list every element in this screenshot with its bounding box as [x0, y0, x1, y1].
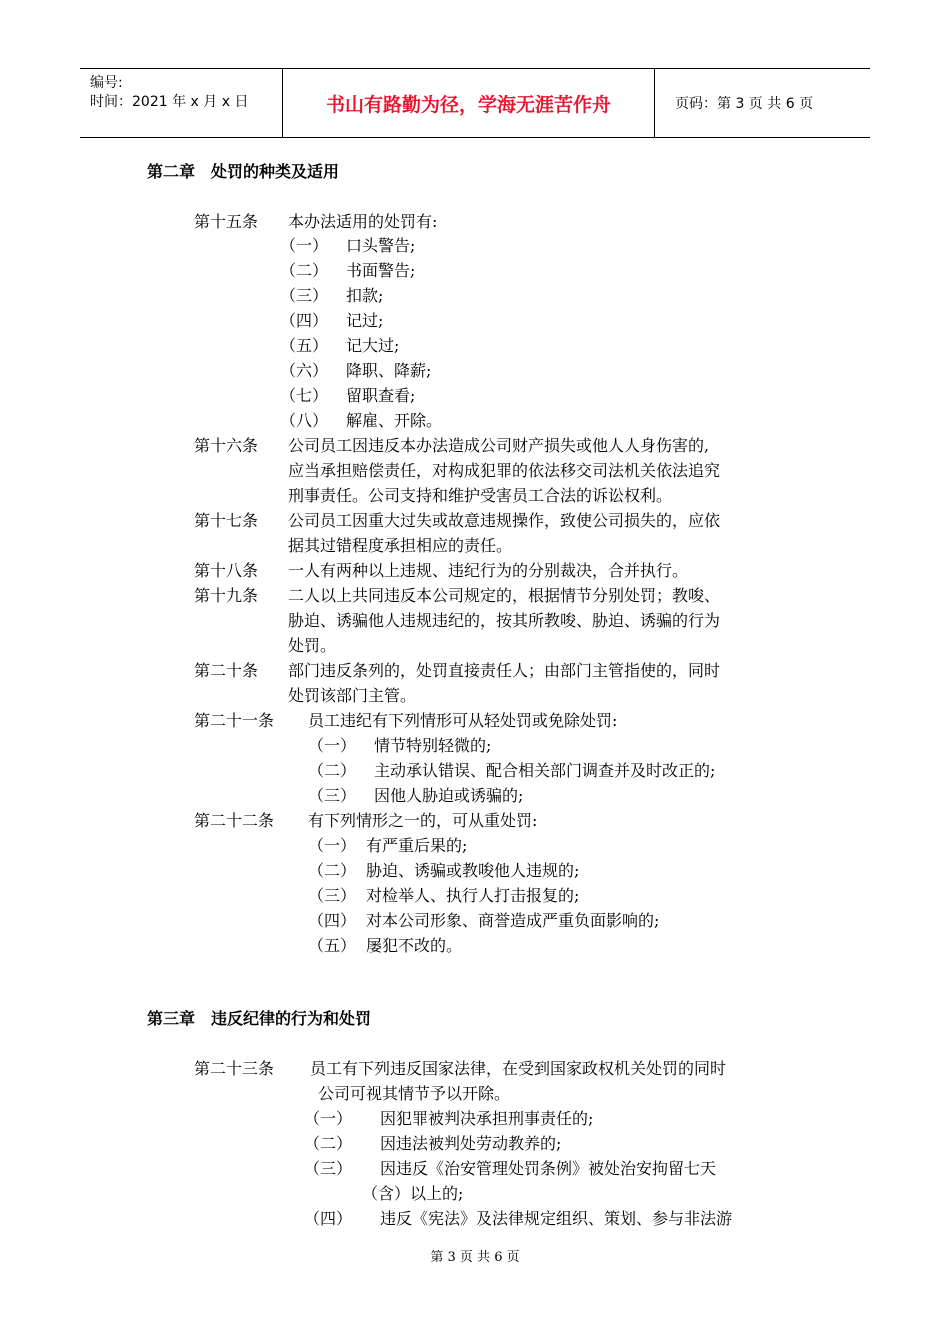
- list-item-number: （七）: [280, 386, 329, 405]
- list-item-number: （四）: [308, 911, 357, 930]
- list-item-text: 解雇、开除。: [346, 411, 443, 430]
- header-meta-cell: [80, 69, 283, 137]
- list-item-number: （一）: [308, 736, 357, 755]
- list-item-text: 扣款;: [346, 286, 384, 305]
- header-motto-cell: [283, 69, 655, 137]
- list-item-text: 记大过;: [346, 336, 400, 355]
- list-item-text: 因违反《治安管理处罚条例》被处治安拘留七天: [380, 1159, 717, 1178]
- article-16-line: 应当承担赔偿责任，对构成犯罪的依法移交司法机关依法追究: [288, 461, 721, 480]
- list-item-text: 主动承认错误、配合相关部门调查并及时改正的;: [374, 761, 716, 780]
- list-item-text: 因违法被判处劳动教养的;: [380, 1134, 562, 1153]
- article-19-line: 胁迫、诱骗他人违规违纪的，按其所教唆、胁迫、诱骗的行为: [288, 611, 721, 630]
- header-page-number: 页码：第 3 页 共 6 页: [675, 96, 814, 112]
- page-footer: 第 3 页 共 6 页: [430, 1250, 520, 1265]
- header-page-cell: [665, 69, 870, 137]
- list-item-text: 胁迫、诱骗或教唆他人违规的;: [366, 861, 580, 880]
- article-19-number: 第十九条: [194, 586, 259, 605]
- article-22-text: 有下列情形之一的，可从重处罚:: [308, 811, 538, 830]
- list-item-text: 违反《宪法》及法律规定组织、策划、参与非法游: [380, 1209, 733, 1228]
- article-17-line: 公司员工因重大过失或故意违规操作，致使公司损失的，应依: [288, 511, 721, 530]
- list-item-number: （二）: [304, 1134, 353, 1153]
- list-item-text: 情节特别轻微的;: [374, 736, 492, 755]
- list-item-text: 口头警告;: [346, 236, 416, 255]
- article-17-line: 据其过错程度承担相应的责任。: [288, 536, 513, 555]
- header-motto: 书山有路勤为径，学海无涯苦作舟: [325, 93, 611, 116]
- article-22-number: 第二十二条: [194, 811, 275, 830]
- article-21-text: 员工违纪有下列情形可从轻处罚或免除处罚:: [308, 711, 618, 730]
- article-15-text: 本办法适用的处罚有:: [288, 212, 438, 231]
- article-23-number: 第二十三条: [194, 1059, 275, 1078]
- article-20-line: 处罚该部门主管。: [288, 686, 417, 705]
- list-item-text: 对本公司形象、商誉造成严重负面影响的;: [366, 911, 660, 930]
- list-item-number: （五）: [308, 936, 357, 955]
- article-18-line: 一人有两种以上违规、违纪行为的分别裁决，合并执行。: [288, 561, 689, 580]
- list-item-text: 有严重后果的;: [366, 836, 468, 855]
- chapter-2-title: 第二章 处罚的种类及适用: [147, 162, 340, 181]
- list-item-text: 因犯罪被判决承担刑事责任的;: [380, 1109, 594, 1128]
- page-header: [80, 68, 870, 138]
- document-date-label: 时间：2021 年 x 月 x 日: [90, 94, 249, 110]
- list-item-text-continued: （含）以上的;: [362, 1184, 464, 1203]
- list-item-text: 降职、降薪;: [346, 361, 432, 380]
- list-item-number: （三）: [280, 286, 329, 305]
- list-item-number: （三）: [308, 886, 357, 905]
- chapter-3-title: 第三章 违反纪律的行为和处罚: [147, 1009, 372, 1028]
- list-item-number: （一）: [308, 836, 357, 855]
- article-23-line: 员工有下列违反国家法律，在受到国家政权机关处罚的同时: [310, 1059, 727, 1078]
- article-16-line: 刑事责任。公司支持和维护受害员工合法的诉讼权利。: [288, 486, 673, 505]
- list-item-text: 因他人胁迫或诱骗的;: [374, 786, 524, 805]
- list-item-text: 书面警告;: [346, 261, 416, 280]
- article-19-line: 二人以上共同违反本公司规定的，根据情节分别处罚；教唆、: [288, 586, 721, 605]
- list-item-number: （六）: [280, 361, 329, 380]
- list-item-number: （四）: [304, 1209, 353, 1228]
- article-20-number: 第二十条: [194, 661, 259, 680]
- list-item-number: （二）: [280, 261, 329, 280]
- article-16-line: 公司员工因违反本办法造成公司财产损失或他人人身伤害的,: [288, 436, 710, 455]
- list-item-text: 记过;: [346, 311, 384, 330]
- article-23-line: 公司可视其情节予以开除。: [318, 1084, 511, 1103]
- article-18-number: 第十八条: [194, 561, 259, 580]
- list-item-number: （五）: [280, 336, 329, 355]
- list-item-number: （四）: [280, 311, 329, 330]
- list-item-number: （一）: [280, 236, 329, 255]
- article-20-line: 部门违反条列的，处罚直接责任人；由部门主管指使的，同时: [288, 661, 721, 680]
- document-number-label: 编号:: [90, 75, 123, 91]
- list-item-number: （八）: [280, 411, 329, 430]
- list-item-number: （二）: [308, 861, 357, 880]
- list-item-text: 留职查看;: [346, 386, 416, 405]
- list-item-number: （三）: [304, 1159, 353, 1178]
- article-17-number: 第十七条: [194, 511, 259, 530]
- article-15-number: 第十五条: [194, 212, 259, 231]
- list-item-number: （二）: [308, 761, 357, 780]
- article-16-number: 第十六条: [194, 436, 259, 455]
- list-item-number: （一）: [304, 1109, 353, 1128]
- article-21-number: 第二十一条: [194, 711, 275, 730]
- list-item-text: 屡犯不改的。: [366, 936, 463, 955]
- list-item-text: 对检举人、执行人打击报复的;: [366, 886, 580, 905]
- article-19-line: 处罚。: [288, 636, 337, 655]
- list-item-number: （三）: [308, 786, 357, 805]
